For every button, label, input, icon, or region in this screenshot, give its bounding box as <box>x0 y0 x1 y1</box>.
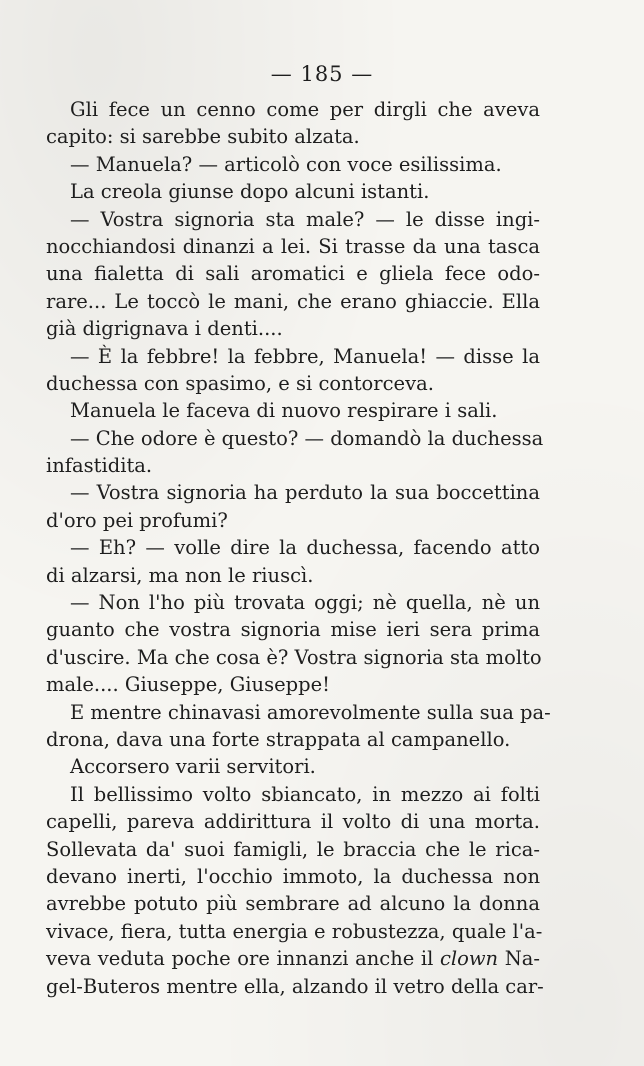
text-line: — Manuela? — articolò con voce esilissima. <box>70 152 502 176</box>
text-line: Manuela le faceva di nuovo respirare i sali. <box>70 399 498 423</box>
text-line: — Eh? — volle dire la duchessa, facendo atto <box>70 536 540 560</box>
text-line: guanto che vostra signoria mise ieri sera prima <box>46 618 540 642</box>
text-line: vivace, fiera, tutta energia e robustezza, quale l'a- <box>46 919 543 943</box>
text-line: La creola giunse dopo alcuni istanti. <box>70 180 430 204</box>
text-line: già digrignava i denti.... <box>46 317 283 341</box>
text-line: d'uscire. Ma che cosa è? Vostra signoria sta molto <box>46 645 542 669</box>
italic-word: clown <box>439 947 499 971</box>
body-text <box>46 96 551 1000</box>
text-line: Sollevata da' suoi famigli, le braccia che le rica- <box>46 837 540 861</box>
text-line: male.... Giuseppe, Giuseppe! <box>46 673 330 697</box>
text-line: Accorsero varii servitori. <box>70 755 316 779</box>
text-line: — Vostra signoria sta male? — le disse ingi- <box>70 207 540 231</box>
text-line: avrebbe potuto più sembrare ad alcuno la donna <box>46 892 540 916</box>
text-line: drona, dava una forte strappata al campanello. <box>46 727 511 751</box>
text-line: Gli fece un cenno come per dirgli che aveva <box>70 98 540 121</box>
text-line: gel-Buteros mentre ella, alzando il vetro della car- <box>46 974 544 998</box>
text-line: d'oro pei profumi? <box>46 508 228 532</box>
text-line: E mentre chinavasi amorevolmente sulla sua pa- <box>70 700 551 724</box>
text-line <box>46 945 540 972</box>
text-line: — Vostra signoria ha perduto la sua boccettina <box>70 481 540 505</box>
text-line: rare... Le toccò le mani, che erano ghiaccie. Ella <box>46 289 540 313</box>
text-line: infastidita. <box>46 454 153 478</box>
text-fragment: Na- <box>498 947 540 971</box>
text-line: devano inerti, l'occhio immoto, la duchessa non <box>46 864 540 888</box>
text-line: — Che odore è questo? — domandò la duchessa <box>70 426 544 450</box>
text-line: di alzarsi, ma non le riuscì. <box>46 563 314 587</box>
text-line: — Non l'ho più trovata oggi; nè quella, nè un <box>70 591 540 615</box>
text-line: capelli, pareva addirittura il volto di una morta. <box>46 810 540 834</box>
text-line: Il bellissimo volto sbiancato, in mezzo ai folti <box>70 782 540 806</box>
page-number: — 185 — <box>270 62 374 86</box>
text-line: — È la febbre! la febbre, Manuela! — disse la <box>70 344 540 368</box>
text-line: duchessa con spasimo, e si contorceva. <box>46 371 434 395</box>
text-line: capito: si sarebbe subito alzata. <box>46 125 360 149</box>
text-line: nocchiandosi dinanzi a lei. Si trasse da una tasca <box>46 234 540 258</box>
text-line: una fialetta di sali aromatici e gliela fece odo- <box>46 262 540 286</box>
text-fragment: veva veduta poche ore innanzi anche il <box>46 947 440 971</box>
